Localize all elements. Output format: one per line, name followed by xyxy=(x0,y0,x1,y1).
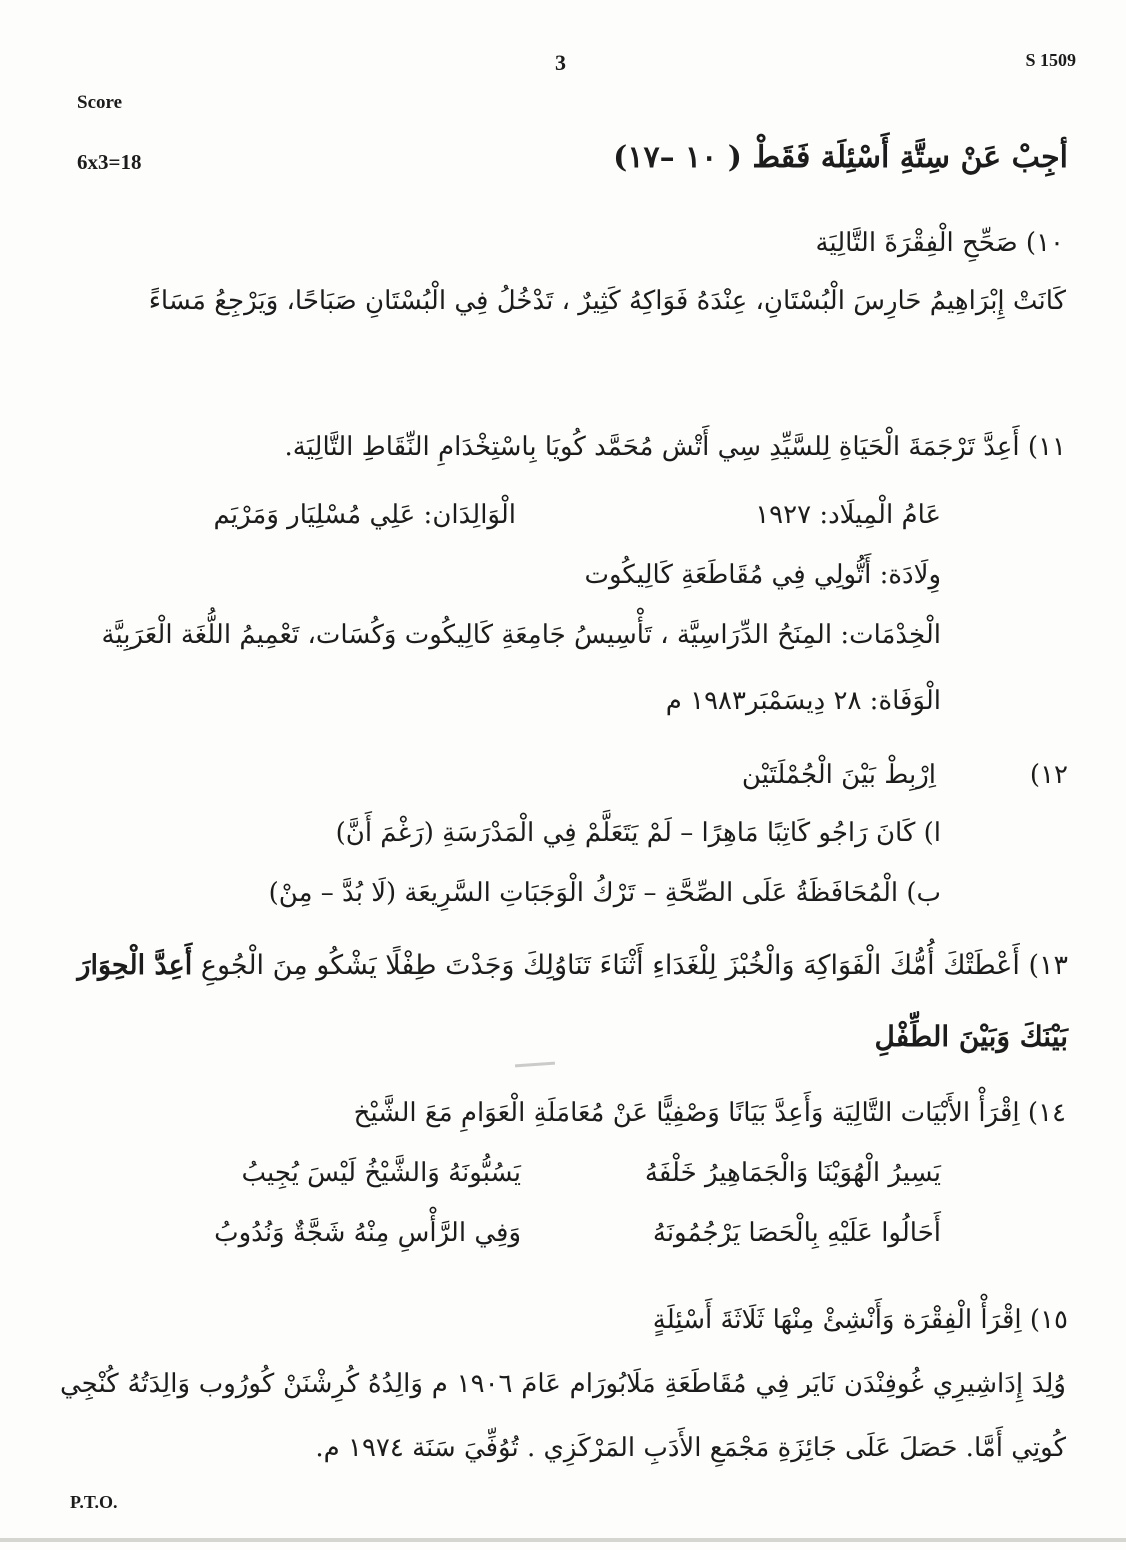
q11-birth-year: عَامُ الْمِيلَاد: ١٩٢٧ xyxy=(755,500,941,530)
q11-title: ١١) أَعِدَّ تَرْجَمَةَ الْحَيَاةِ لِلسَّيِّدِ سِي أَتْش مُحَمَّد كُويَا بِاسْتِخْدَامِ النِّقَاطِ التَّالِيَة. xyxy=(284,432,1066,462)
q13-line2: بَيْنَكَ وَبَيْنَ الطِّفْلِ xyxy=(874,1020,1068,1053)
q13-line1 xyxy=(77,950,1068,981)
q11-services: الْخِدْمَات: المِنَحُ الدِّرَاسِيَّة ، تَأْسِيسُ جَامِعَةِ كَالِيكُوت وَكُسَات، تَعْمِيمُ اللُّغَة الْعَرَبِيَّة xyxy=(101,620,941,650)
q15-paragraph: وُلِدَ إِدَاشِيرِي غُوفِنْدَن نَايَر فِي مُقَاطَعَةِ مَلَابُورَام عَامَ ١٩٠٦ م وَالِدُهُ كُرِشْنَنْ كُورُوب وَالِدَتُهُ كُنْجِي كُوتِي أَمَّا. حَصَلَ عَلَى جَائِزَةِ مَجْمَعِ الأَدَبِ المَرْكَزِي . تُوُفِّيَ سَنَة ١٩٧٤ م. xyxy=(60,1369,1066,1463)
q13-bold-task: أَعِدَّ الْحِوَارَ xyxy=(77,950,193,981)
q14-verse2-first: أَحَالُوا عَلَيْهِ بِالْحَصَا يَرْجُمُونَهُ xyxy=(652,1218,941,1248)
page-number: 3 xyxy=(555,50,566,75)
q11-death: الْوَفَاة: ٢٨ دِيسَمْبَر١٩٨٣ م xyxy=(665,686,941,716)
bottom-scan-line xyxy=(0,1538,1126,1542)
q11-birthplace: وِلَادَة: أَتُّولِي فِي مُقَاطَعَةِ كَالِيكُوت xyxy=(584,560,941,590)
q10-paragraph: كَانَتْ إِبْرَاهِيمُ حَارِسَ الْبُسْتَانِ، عِنْدَهُ فَوَاكِهُ كَثِيرٌ ، تَدْخُلُ فِي الْبُسْتَانِ صَبَاحًا، وَيَرْجِعُ مَسَاءً xyxy=(148,286,1066,316)
q12-title: اِرْبِطْ بَيْنَ الْجُمْلَتَيْن xyxy=(741,760,936,790)
instruction-heading: أجِبْ عَنْ سِتَّةِ أَسْئِلَة فَقَطْ ( ١٠ –١٧) xyxy=(613,140,1068,175)
q10-title: ١٠) صَحِّحِ الْفِقْرَةَ التَّالِيَة xyxy=(815,228,1064,258)
pto-label: P.T.O. xyxy=(70,1492,118,1512)
q14-verse2-second: وَفِي الرَّأْسِ مِنْهُ شَجَّةٌ وَنُدُوبُ xyxy=(214,1218,521,1248)
scan-smear xyxy=(515,1062,555,1068)
marks-label: 6x3=18 xyxy=(77,150,142,174)
q14-verse1-second: يَسُبُّونَهُ وَالشَّيْخُ لَيْسَ يُجِيبُ xyxy=(241,1158,521,1188)
exam-code: S 1509 xyxy=(1025,50,1076,70)
q14-title: ١٤) اِقْرَأْ الأَبْيَات التَّالِيَة وَأَعِدَّ بَيَانًا وَصْفِيًّا عَنْ مُعَامَلَةِ الْعَوَامِ مَعَ الشَّيْخ xyxy=(353,1098,1066,1128)
q13-text: ١٣) أَعْطَتْكَ أُمُّكَ الْفَوَاكِهَ وَالْخُبْزَ لِلْغَدَاءِ أَثْنَاءَ تَنَاوُلِكَ وَجَدْتَ طِفْلًا يَشْكُو مِنَ الْجُوعِ xyxy=(192,950,1068,981)
q11-parents: الْوَالِدَان: عَلِي مُسْلِيَار وَمَرْيَم xyxy=(213,500,516,530)
score-label: Score xyxy=(77,92,123,113)
q12-number: ١٢) xyxy=(1029,760,1068,790)
q12-item-a: ا) كَانَ رَاجُو كَاتِبًا مَاهِرًا – لَمْ يَتَعَلَّمْ فِي الْمَدْرَسَةِ (رَغْمَ أَنَّ) xyxy=(335,818,941,848)
q15-title: ١٥) اِقْرَأْ الْفِقْرَة وَأَنْشِئْ مِنْهَا ثَلَاثَةَ أَسْئِلَةٍ xyxy=(652,1305,1068,1335)
q14-verse1-first: يَسِيرُ الْهُوَيْنَا وَالْجَمَاهِيرُ خَلْفَهُ xyxy=(644,1158,941,1188)
q12-item-b: ب) الْمُحَافَظَةُ عَلَى الصِّحَّةِ – تَرْكُ الْوَجَبَاتِ السَّرِيعَة (لَا بُدَّ – مِنْ) xyxy=(268,878,941,908)
